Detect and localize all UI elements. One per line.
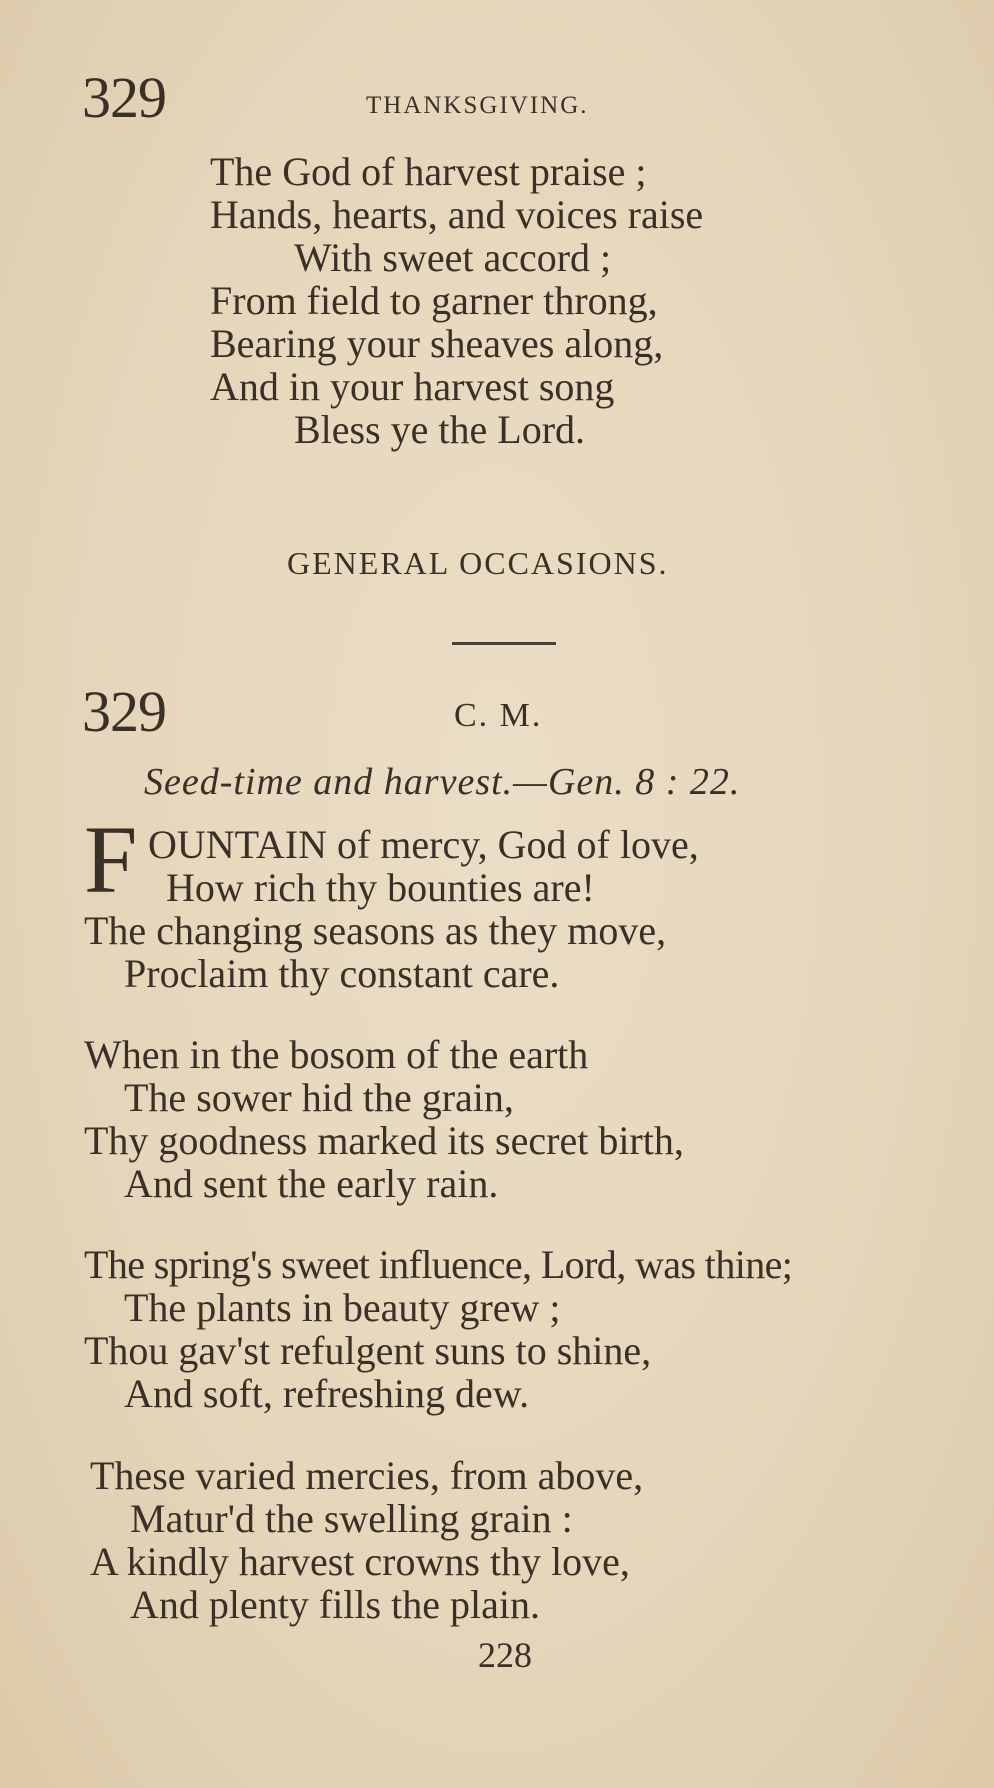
verse-line: And in your harvest song	[210, 364, 615, 409]
verse-line: When in the bosom of the earth	[84, 1032, 589, 1077]
verse-line: Hands, hearts, and voices raise	[210, 192, 704, 237]
verse-line: The God of harvest praise ;	[210, 149, 647, 194]
verse-line: From field to garner throng,	[210, 278, 658, 323]
verse-line: The sower hid the grain,	[124, 1075, 514, 1120]
verse-line: And sent the early rain.	[124, 1161, 499, 1206]
hymn-title: Seed-time and harvest.—Gen. 8 : 22.	[144, 761, 741, 803]
verse-line: A kindly harvest crowns thy love,	[90, 1539, 630, 1584]
verse-line: Thy goodness marked its secret birth,	[84, 1118, 684, 1163]
page-number: 228	[478, 1635, 532, 1675]
header-hymn-number: 329	[82, 65, 166, 130]
running-header: THANKSGIVING.	[366, 92, 589, 119]
verse-line: The changing seasons as they move,	[84, 908, 667, 953]
verse-line: Bearing your sheaves along,	[210, 321, 664, 366]
drop-cap: F	[84, 806, 138, 913]
divider-rule	[452, 642, 556, 645]
verse-line: Matur'd the swelling grain :	[130, 1496, 573, 1541]
verse-line: Bless ye the Lord.	[294, 407, 586, 452]
verse-line: These varied mercies, from above,	[90, 1453, 644, 1498]
hymn-meter: C. M.	[454, 697, 543, 734]
verse-line: With sweet accord ;	[294, 235, 612, 280]
verse-line: The plants in beauty grew ;	[124, 1285, 561, 1330]
hymn-number: 329	[82, 679, 166, 744]
verse-line: And soft, refreshing dew.	[124, 1371, 530, 1416]
section-heading: GENERAL OCCASIONS.	[287, 545, 669, 581]
verse-line: The spring's sweet influence, Lord, was thine;	[84, 1242, 793, 1287]
verse-line: OUNTAIN of mercy, God of love,	[148, 822, 699, 867]
verse-line: Proclaim thy constant care.	[124, 951, 560, 996]
verse-line: How rich thy bounties are!	[166, 865, 595, 910]
verse-line: And plenty fills the plain.	[130, 1582, 540, 1627]
verse-line: Thou gav'st refulgent suns to shine,	[84, 1328, 652, 1373]
